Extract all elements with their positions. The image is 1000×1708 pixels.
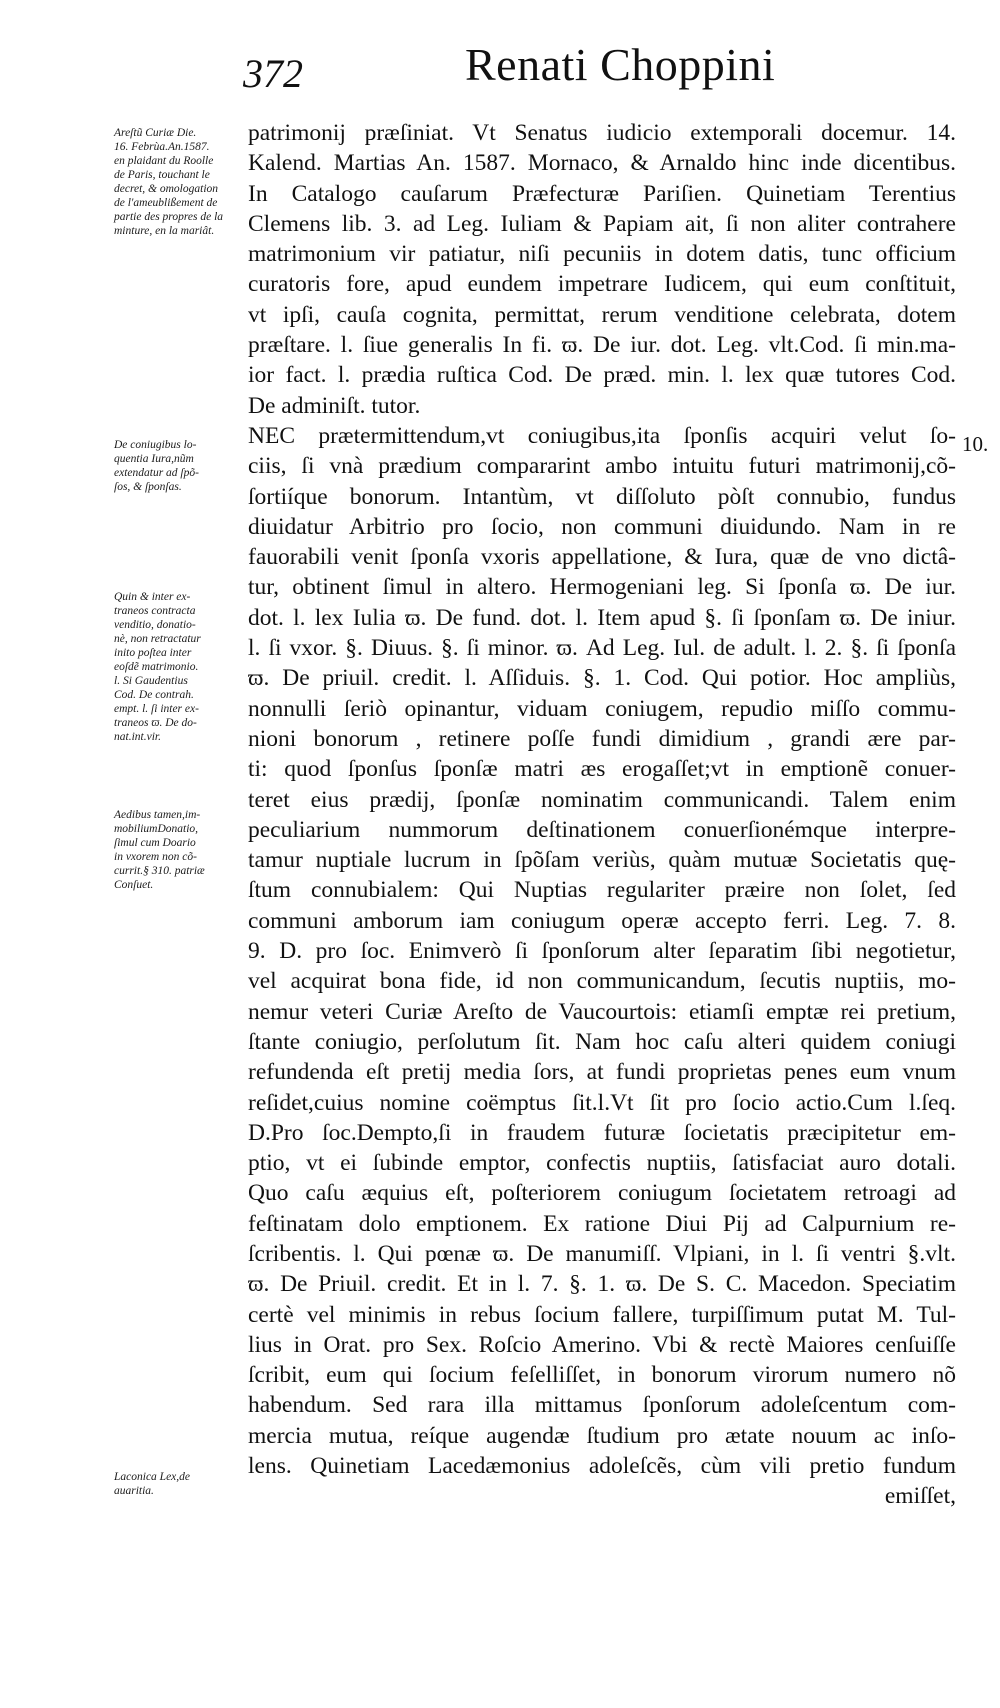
margin-note-line: venditio, donatio-: [114, 619, 196, 631]
margin-note-line: decret, & omologation: [114, 183, 219, 195]
margin-note-line: Laconica Lex,de: [114, 1471, 191, 1483]
text-line: curatoris fore, apud eundem impetrare Iudicem, qui eum conſtituit,: [248, 271, 956, 298]
text-line: NEC prætermittendum,vt coniugibus,ita ſponſis acquiri velut ſo-: [248, 422, 956, 449]
margin-note-line: Cod. De contrah.: [114, 689, 194, 701]
margin-note-line: in vxorem non cõ-: [114, 851, 197, 863]
text-line: nioni bonorum , retinere poſſe fundi dimidium , grandi ære par-: [248, 725, 956, 752]
text-line: habendum. Sed rara illa mittamus ſponſorum adoleſcentum com-: [248, 1392, 956, 1419]
text-line: ſtante coniugio, perſolutum ſit. Nam hoc caſu alteri quidem coniugi: [248, 1028, 956, 1055]
main-text: [248, 118, 956, 1512]
margin-note-line: auaritia.: [114, 1485, 154, 1497]
text-line: fauorabili venit ſponſa vxoris appellatione, & Iura, quæ de vno dictâ-: [248, 544, 956, 571]
text-line: De adminiſt. tutor.: [248, 392, 421, 419]
text-line: emiſſet,: [884, 1483, 956, 1510]
text-line: ϖ. De priuil. credit. l. Aſſiduis. §. 1. Cod. Qui potior. Hoc ampliùs,: [248, 665, 956, 692]
paragraph-number: 10.: [962, 432, 989, 456]
text-line: ſcribit, eum qui ſocium feſelliſſet, in bonorum virorum numero nõ: [248, 1362, 956, 1389]
margin-note-line: De coniugibus lo-: [114, 439, 197, 451]
margin-note-line: Areſtũ Curiæ Die.: [114, 127, 197, 139]
margin-note-line: traneos contracta: [114, 605, 196, 617]
margin-note-line: mobiliumDonatio,: [114, 823, 199, 835]
margin-note-coniugibus: [114, 438, 242, 494]
text-line: nonnulli ſeriò opinantur, viduam coniugem, repudio miſſo commu-: [248, 695, 956, 722]
text-line: præſtare. l. ſiue generalis In fi. ϖ. De iur. dot. Leg. vlt.Cod. ſi min.ma-: [248, 332, 956, 359]
page-header: [0, 38, 1000, 108]
text-line: lius in Orat. pro Sex. Roſcio Amerino. Vbi & rectè Maiores cenſuiſſe: [248, 1331, 956, 1358]
text-line: In Catalogo cauſarum Præfecturæ Pariſien. Quinetiam Terentius: [248, 180, 956, 207]
text-line: lens. Quinetiam Lacedæmonius adoleſcẽs, cùm vili pretio fundum: [248, 1453, 956, 1480]
margin-note-line: empt. l. ſi inter ex-: [114, 703, 199, 715]
margin-note-line: nat.int.vir.: [114, 731, 161, 743]
text-line: refundenda eſt pretij media ſors, at fundi proprietas penes eum vnum: [248, 1059, 956, 1086]
margin-note-line: eoſdẽ matrimonio.: [114, 661, 199, 673]
text-line: D.Pro ſoc.Dempto,ſi in fraudem futuræ ſocietatis præcipitetur em-: [248, 1119, 956, 1146]
text-line: vt ipſi, cauſa cognita, permittat, rerum venditione celebrata, dotem: [248, 301, 956, 328]
margin-note-line: partie des propres de la: [114, 211, 224, 223]
text-line: vel acquirat bona fide, id non communicandum, ſecutis nuptiis, mo-: [248, 968, 956, 995]
text-line: ior fact. l. prædia ruſtica Cod. De præd. min. l. lex quæ tutores Cod.: [248, 362, 956, 389]
text-line: matrimonium vir patiatur, niſi pecuniis in dotem datis, tunc officium: [248, 241, 956, 268]
text-line: teret eius prædij, ſponſæ nominatim communicandi. Talem enim: [248, 786, 956, 813]
text-line: certè vel minimis in rebus ſocium fallere, turpiſſimum putat M. Tul-: [248, 1301, 956, 1328]
text-line: 9. D. pro ſoc. Enimverò ſi ſponſorum alter ſeparatim ſibi negotietur,: [248, 938, 956, 965]
text-line: Kalend. Martias An. 1587. Mornaco, & Arnaldo hinc inde dicentibus.: [248, 150, 956, 177]
margin-note-line: minture, en la mariât.: [114, 225, 215, 237]
margin-note-line: en plaidant du Roolle: [114, 155, 214, 167]
text-line: Quo caſu æquius eſt, poſteriorem coniugum ſocietatem retroagi ad: [248, 1180, 956, 1207]
margin-note-line: traneos ϖ. De do-: [114, 717, 197, 729]
text-line: ſtum connubialem: Qui Nuptias regulariter præire non ſolet, ſed: [248, 877, 956, 904]
text-line: l. ſi vxor. §. Diuus. §. ſi minor. ϖ. Ad Leg. Iul. de adult. l. 2. §. ſi ſponſa: [248, 635, 956, 662]
text-line: Clemens lib. 3. ad Leg. Iuliam & Papiam ait, ſi non aliter contrahere: [248, 210, 956, 237]
text-line: communi amborum iam coniugum operæ accepto ferri. Leg. 7. 8.: [248, 907, 956, 934]
margin-note-laconica: [114, 1470, 242, 1498]
text-line: patrimonij præſiniat. Vt Senatus iudicio extemporali docemur. 14.: [248, 120, 956, 146]
margin-note-line: inito poſtea inter: [114, 647, 192, 659]
text-line: ſortiíque bonorum. Intantùm, vt diſſoluto pòſt connubio, fundus: [248, 483, 956, 510]
margin-note-arestu: [114, 126, 242, 238]
page-number: 372: [243, 51, 303, 96]
margin-note-line: de Paris, touchant le: [114, 169, 210, 181]
text-line: nemur veteri Curiæ Areſto de Vaucourtois: etiamſi emptæ rei pretium,: [248, 998, 956, 1025]
text-line: reſidet,cuius nomine coëmptus ſit.l.Vt ſit pro ſocio actio.Cum l.ſeq.: [248, 1089, 956, 1116]
text-line: ϖ. De Priuil. credit. Et in l. 7. §. 1. ϖ. De S. C. Macedon. Speciatim: [248, 1271, 956, 1298]
text-line: mercia mutua, reíque augendæ ſtudium pro ætate nouum ac inſo-: [248, 1422, 956, 1449]
text-line: ciis, ſi vnà prædium compararint ambo intuitu futuri matrimonij,cõ-: [248, 453, 956, 480]
text-line: dot. l. lex Iulia ϖ. De fund. dot. l. Item apud §. ſi ſponſam ϖ. De iniur.: [248, 604, 956, 631]
margin-note-line: currit.§ 310. patriæ: [114, 865, 205, 877]
margin-note-line: nè, non retractatur: [114, 633, 201, 645]
text-line: ti: quod ſponſus ſponſæ matri æs erogaſſet;vt in emptionẽ conuer-: [248, 756, 956, 783]
margin-note-aedibus: [114, 808, 242, 892]
text-line: tur, obtinent ſimul in altero. Hermogeniani leg. Si ſponſa ϖ. De iur.: [248, 574, 956, 601]
text-line: peculiarium nummorum deſtinationem conuerſionémque interpre-: [248, 816, 956, 843]
margin-note-line: ſimul cum Doario: [114, 837, 196, 849]
margin-note-line: quentia Iura,nũm: [114, 453, 194, 465]
text-line: ptio, vt ei ſubinde emptor, confectis nuptiis, ſatisfaciat auro dotali.: [248, 1150, 956, 1177]
text-line: ſcribentis. l. Qui pœnæ ϖ. De manumiſſ. Vlpiani, in l. ſi ventri §.vlt.: [248, 1240, 956, 1267]
margin-note-line: Conſuet.: [114, 879, 154, 891]
text-line: tamur nuptiale lucrum in ſpõſam veriùs, quàm mutuæ Societatis quę-: [248, 847, 956, 874]
margin-note-quin: [114, 590, 242, 744]
text-line: diuidatur Arbitrio pro ſocio, non communi diuidundo. Nam in re: [248, 513, 956, 540]
margin-note-line: ſos, & ſponſas.: [114, 481, 182, 493]
margin-note-line: extendatur ad ſpõ-: [114, 467, 199, 479]
running-title: Renati Choppini: [465, 39, 776, 90]
text-line: feſtinatam dolo emptionem. Ex ratione Diui Pij ad Calpurnium re-: [248, 1210, 956, 1237]
margin-note-line: Quin & inter ex-: [114, 591, 191, 603]
margin-note-line: 16. Febrùa.An.1587.: [114, 141, 210, 153]
margin-note-line: Aedibus tamen,im-: [114, 809, 201, 821]
margin-note-line: l. Si Gaudentius: [114, 675, 188, 687]
margin-note-line: de l'ameublißement de: [114, 197, 218, 209]
